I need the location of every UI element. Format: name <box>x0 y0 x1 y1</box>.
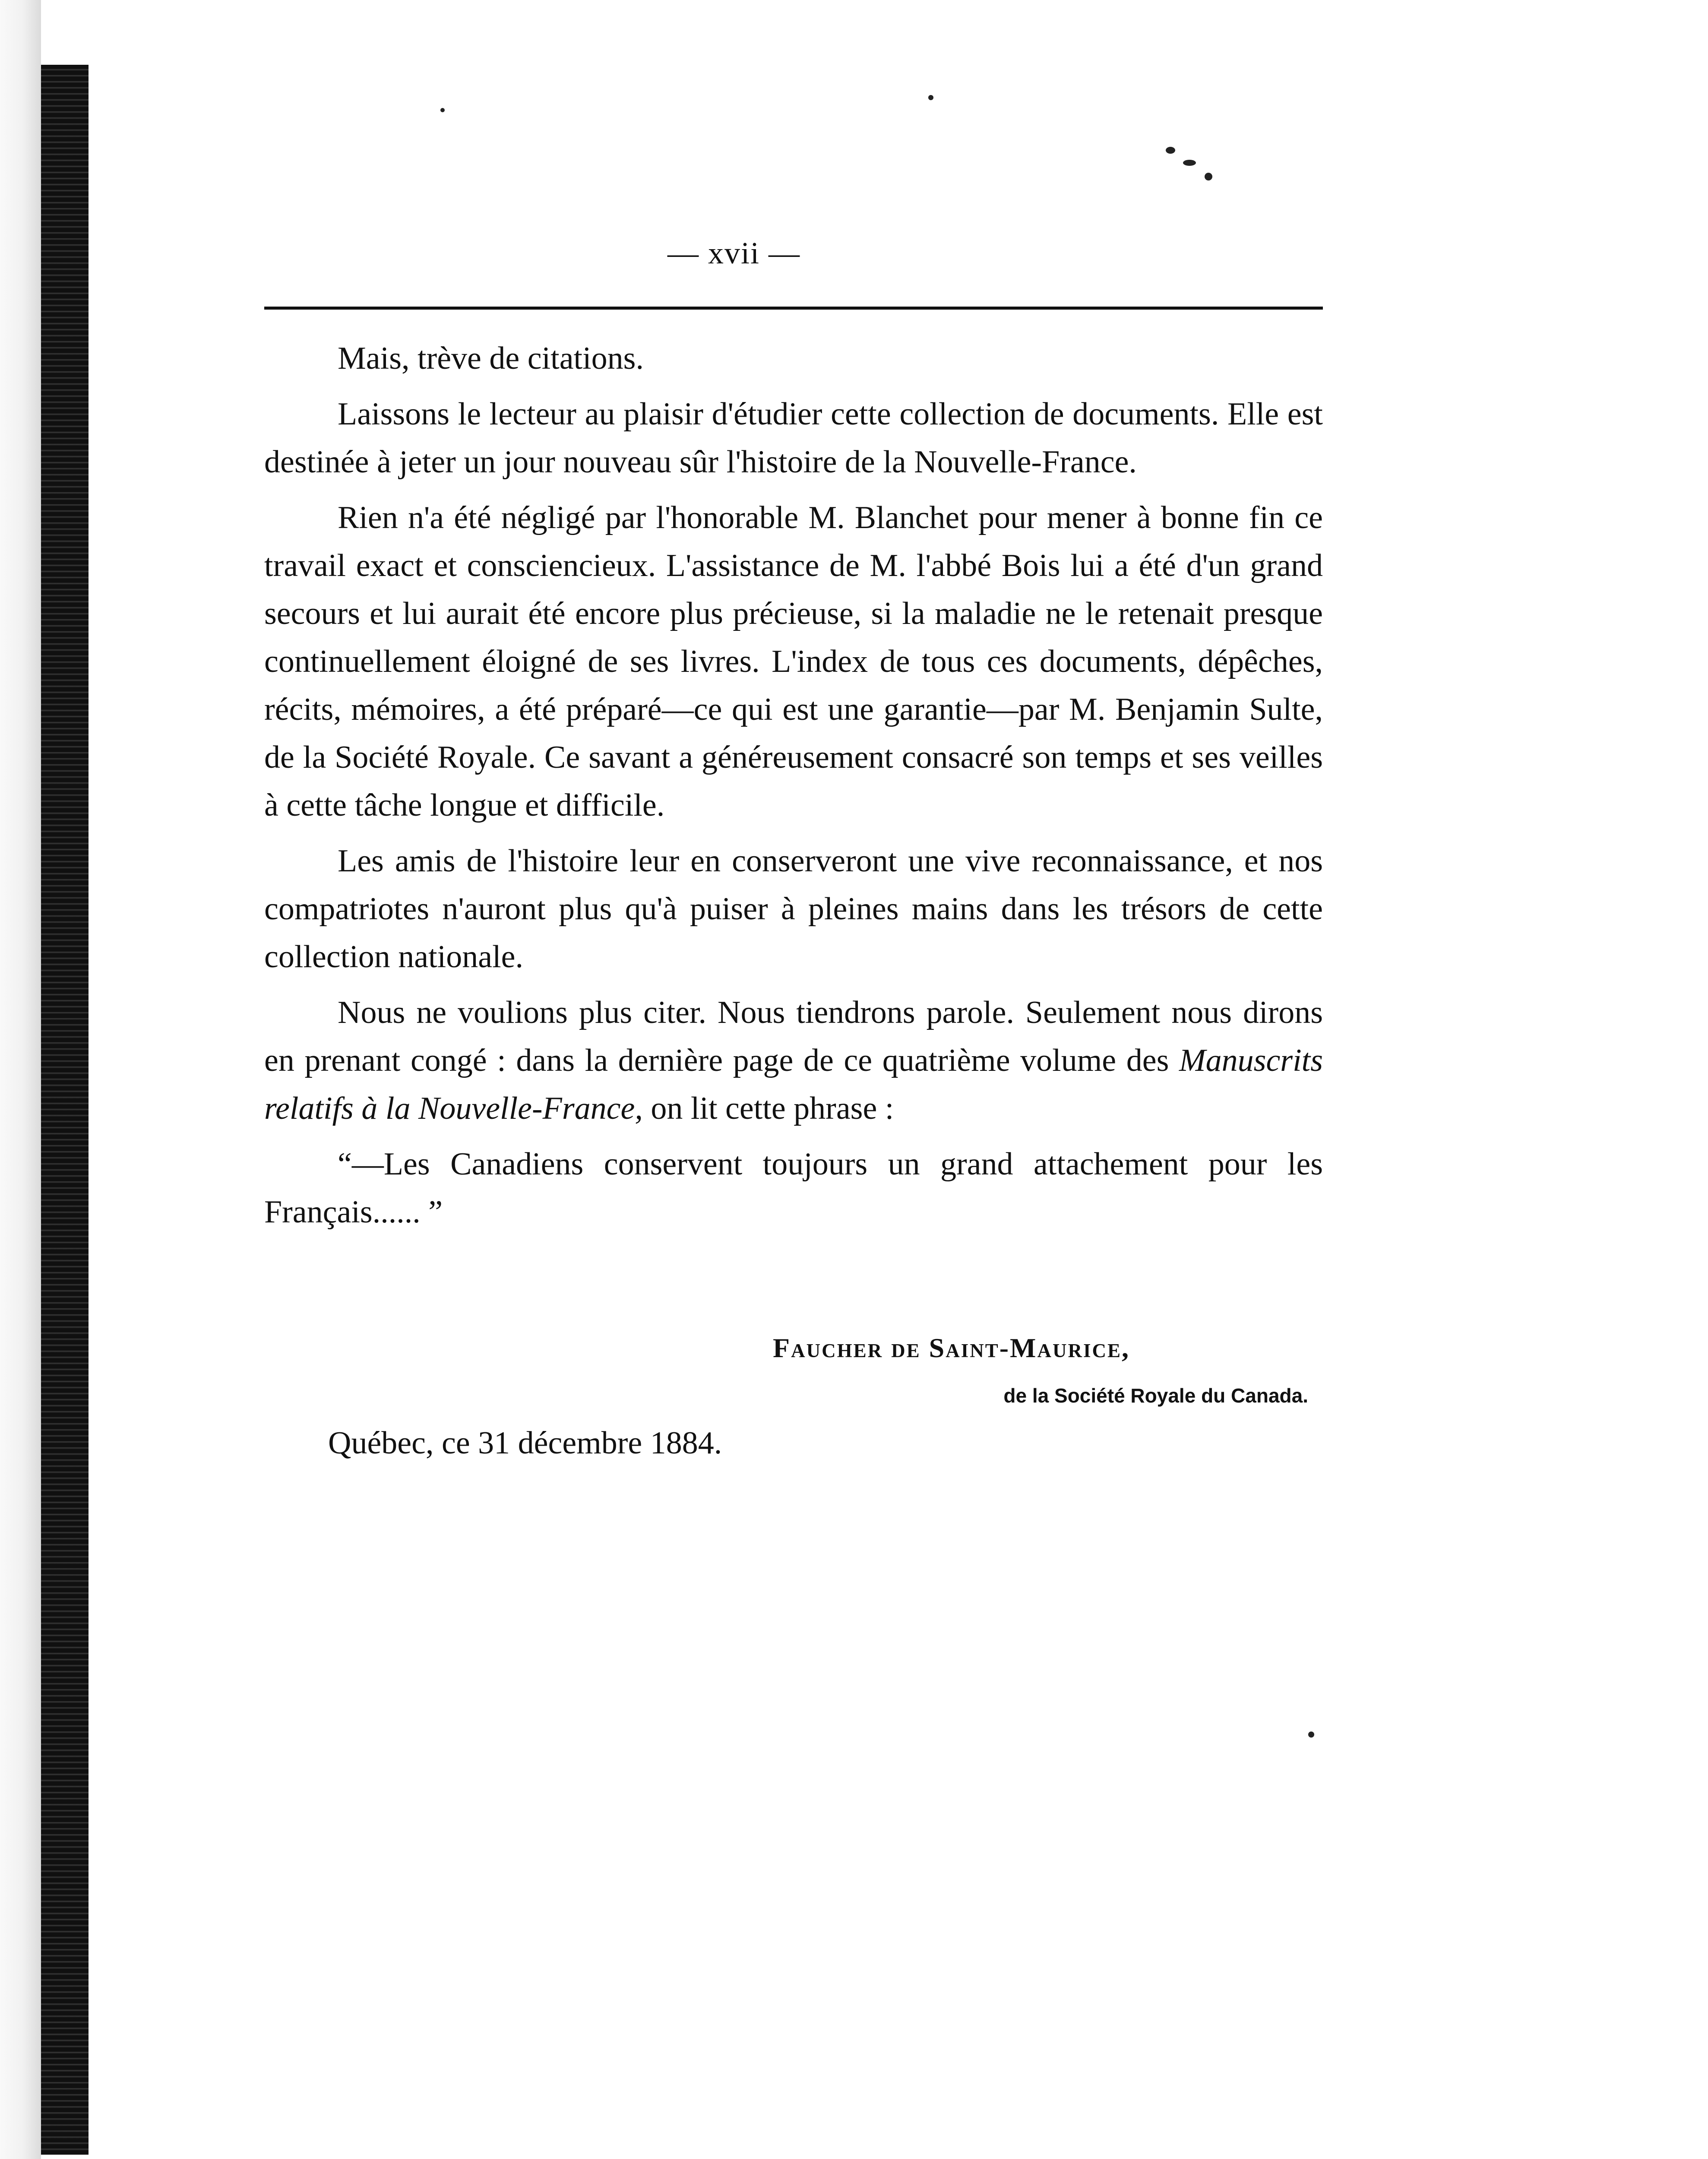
ink-speck <box>1166 147 1175 154</box>
paragraph: Laissons le lecteur au plaisir d'étudier cette collection de documents. Elle est destinée à jeter un jour nouveau sûr l'histoire de la Nouvelle-France. <box>264 396 1323 480</box>
ink-speck <box>1205 173 1212 180</box>
body-text <box>264 335 1323 1244</box>
page-number: — xvii — <box>667 236 800 270</box>
ink-speck <box>928 95 933 100</box>
paragraph: Mais, trève de citations. <box>338 341 644 376</box>
header-rule <box>264 307 1323 310</box>
paragraph-text: on lit cette phrase : <box>642 1091 894 1126</box>
quotation: “—Les Canadiens conservent toujours un grand attachement pour les Français...... ” <box>264 1146 1323 1230</box>
dateline: Québec, ce 31 décembre 1884. <box>328 1425 722 1461</box>
author-signature: Faucher de Saint-Maurice, <box>773 1333 1130 1363</box>
ink-speck <box>1308 1732 1314 1738</box>
author-affiliation: de la Société Royale du Canada. <box>1003 1384 1308 1407</box>
scanned-binding-edge <box>41 65 89 2155</box>
ink-speck <box>1183 160 1196 166</box>
paragraph-text: Nous ne voulions plus citer. Nous tiendrons parole. Seulement nous dirons en prenant congé : dans la dernière page de ce quatrième volume des <box>264 995 1323 1078</box>
ink-speck <box>440 108 445 112</box>
book-title: Manuscrits relatifs à la Nouvelle-France, <box>264 1043 1323 1126</box>
paragraph: Les amis de l'histoire leur en conserveront une vive reconnaissance, et nos compatriotes n'auront plus qu'à puiser à pleines mains dans les trésors de cette collection nationale. <box>264 843 1323 975</box>
binding-shadow <box>0 0 41 2159</box>
paragraph: Rien n'a été négligé par l'honorable M. Blanchet pour mener à bonne fin ce travail exact et consciencieux. L'assistance de M. l'abbé Bois lui a été d'un grand secours et lui aurait été encore plus précieuse, si la maladie ne le retenait presque continuellement éloigné de ses livres. L'index de tous ces documents, dépêches, récits, mémoires, a été préparé—ce qui est une garantie—par M. Benjamin Sulte, de la Société Royale. Ce savant a généreusement consacré son temps et ses veilles à cette tâche longue et difficile. <box>264 500 1323 823</box>
paragraph <box>264 989 1323 1133</box>
